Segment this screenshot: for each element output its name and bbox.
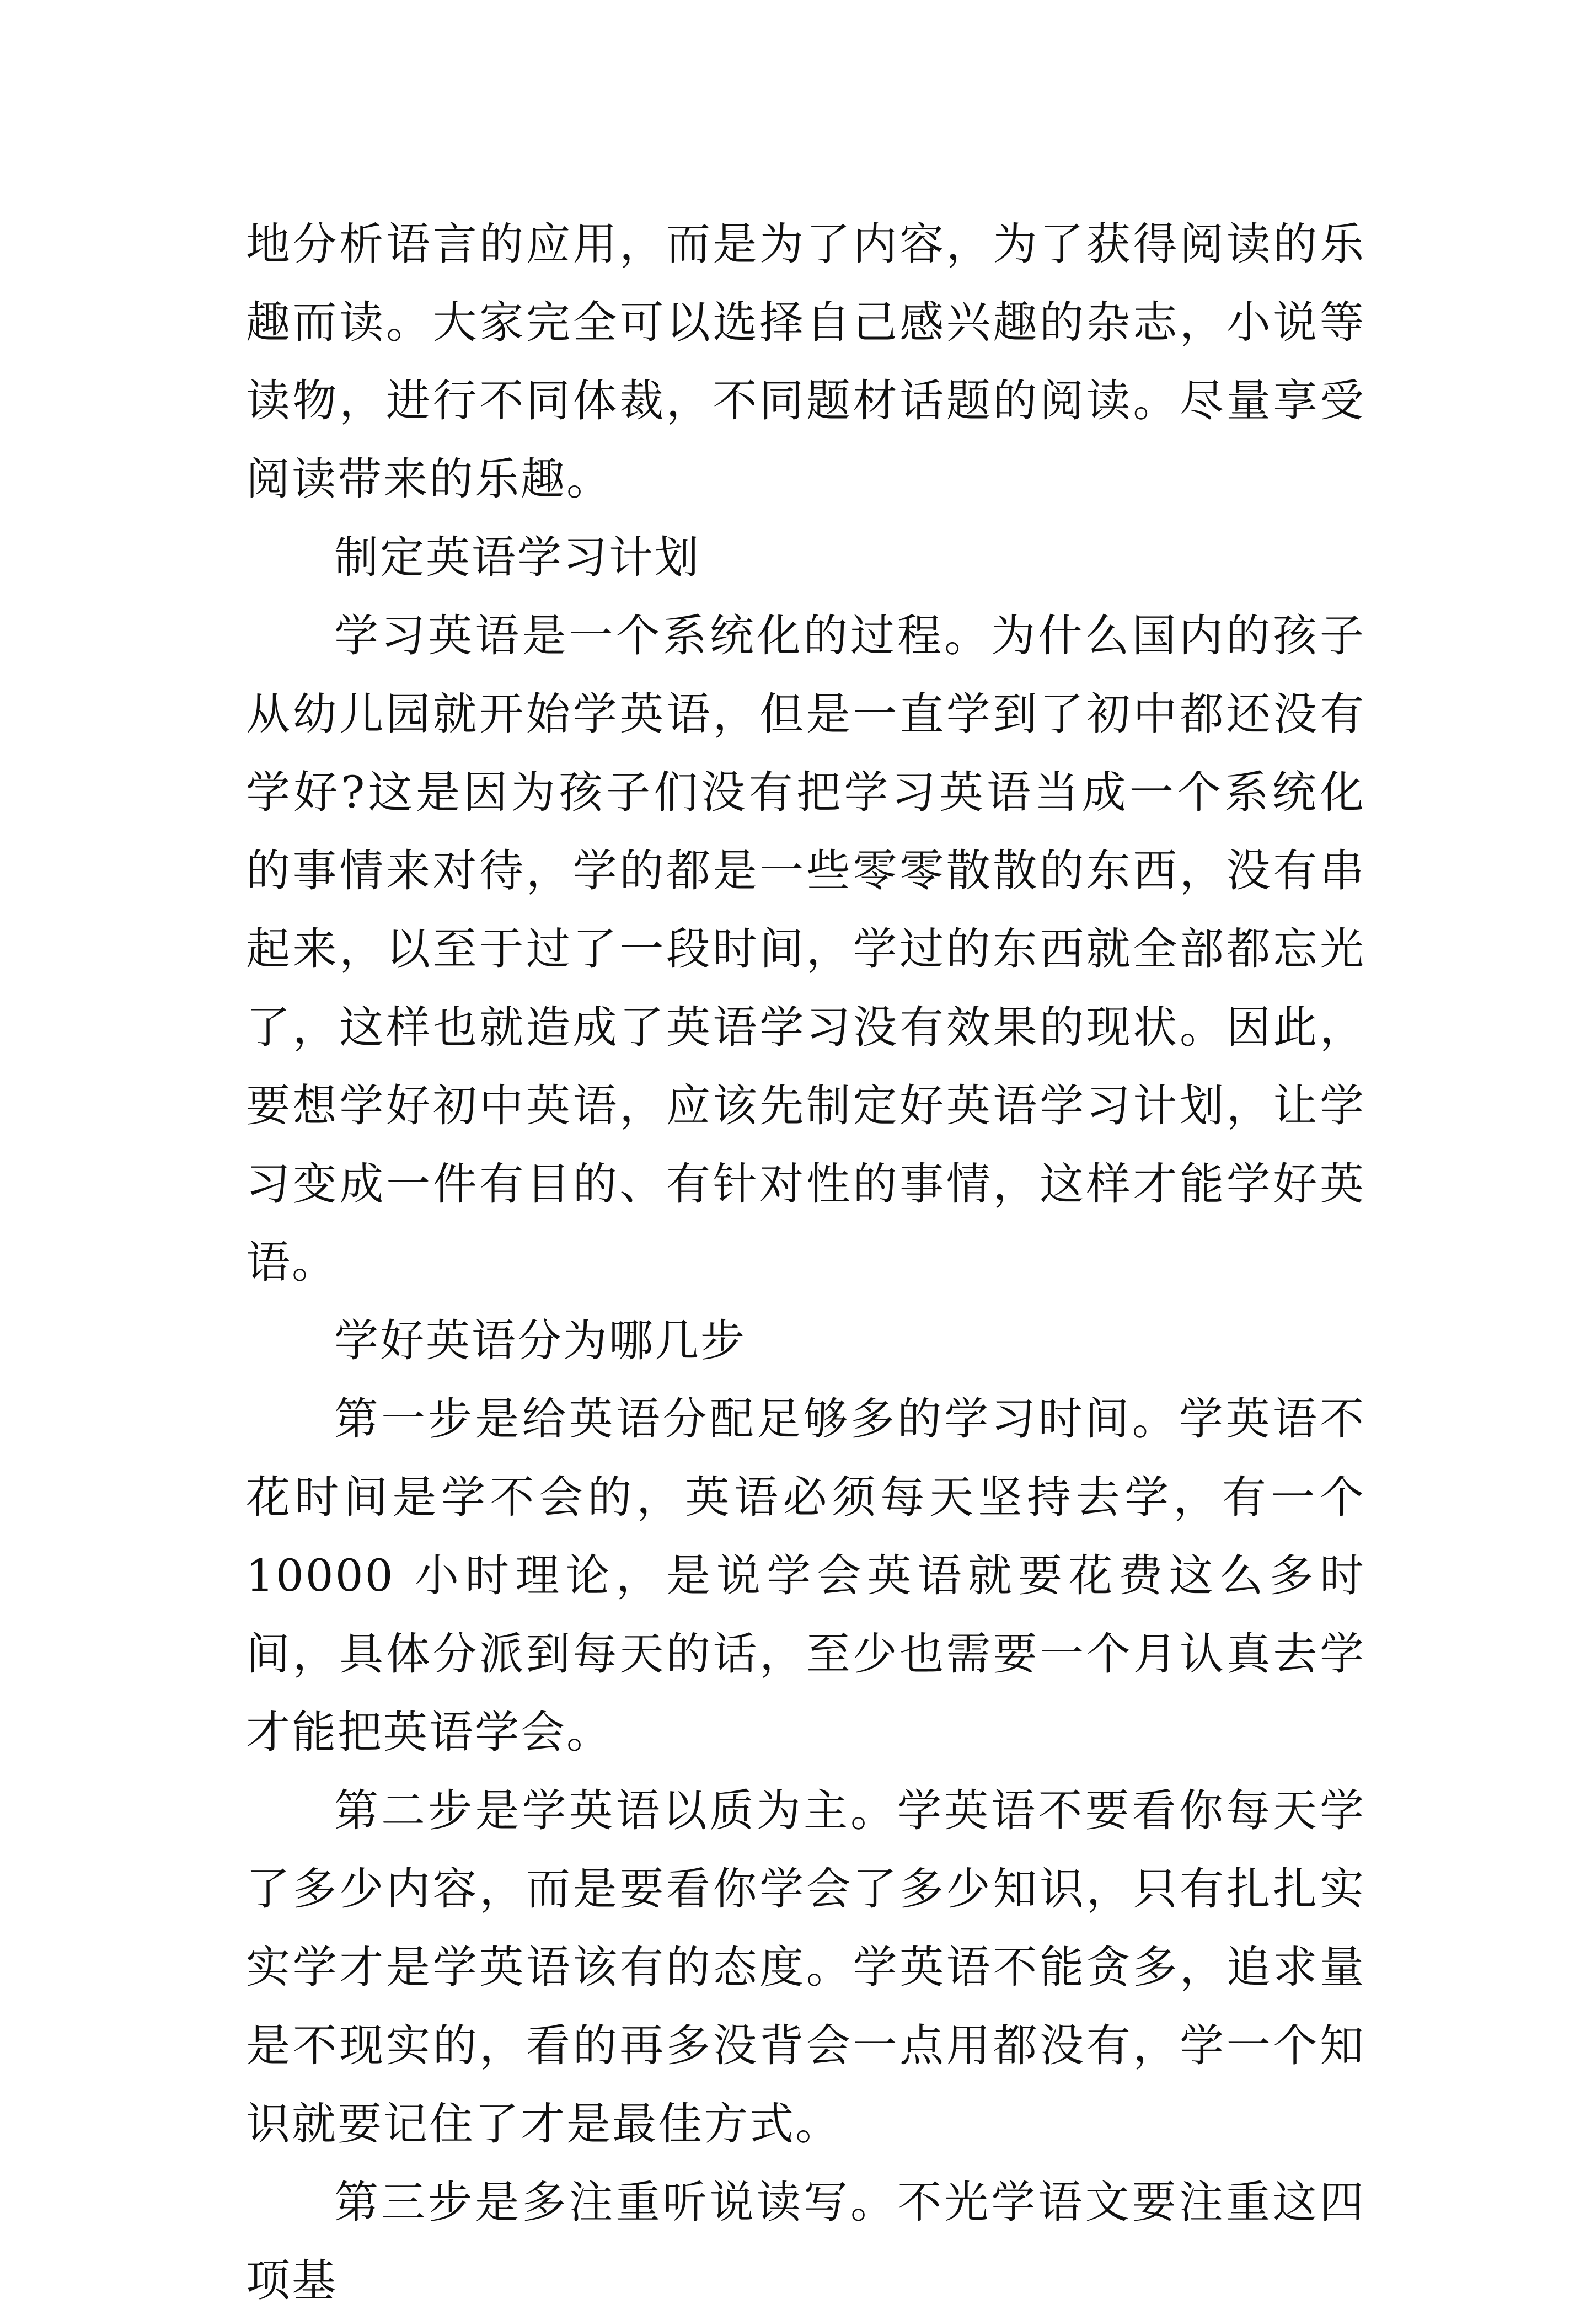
paragraph-study-plan: 学习英语是一个系统化的过程。为什么国内的孩子从幼儿园就开始学英语，但是一直学到了初中都还没有学好?这是因为孩子们没有把学习英语当成一个系统化的事情来对待，学的都是一些零零散散的东西，没有串起来，以至于过了一段时间，学过的东西就全部都忘光了，这样也就造成了英语学习没有效果的现状。因此，要想学好初中英语，应该先制定好英语学习计划，让学习变成一件有目的、有针对性的事情，这样才能学好英语。 <box>246 610 1365 1288</box>
document-body <box>246 205 1365 2320</box>
paragraph-step-three: 第三步是多注重听说读写。不光学语文要注重这四项基 <box>246 2177 1365 2306</box>
paragraph-reading-fun: 地分析语言的应用，而是为了内容，为了获得阅读的乐趣而读。大家完全可以选择自己感兴趣的杂志，小说等读物，进行不同体裁，不同题材话题的阅读。尽量享受阅读带来的乐趣。 <box>246 218 1365 505</box>
paragraph-step-one: 第一步是给英语分配足够多的学习时间。学英语不花时间是学不会的，英语必须每天坚持去学，有一个 10000 小时理论，是说学会英语就要花费这么多时间，具体分派到每天的话，至少也需要一个月认真去学才能把英语学会。 <box>246 1393 1365 1758</box>
heading-study-plan: 制定英语学习计划 <box>334 532 700 583</box>
paragraph-step-two: 第二步是学英语以质为主。学英语不要看你每天学了多少内容，而是要看你学会了多少知识，只有扎扎实实学才是学英语该有的态度。学英语不能贪多，追求量是不现实的，看的再多没背会一点用都没有，学一个知识就要记住了才是最佳方式。 <box>246 1785 1365 2150</box>
heading-steps: 学好英语分为哪几步 <box>334 1315 746 1366</box>
